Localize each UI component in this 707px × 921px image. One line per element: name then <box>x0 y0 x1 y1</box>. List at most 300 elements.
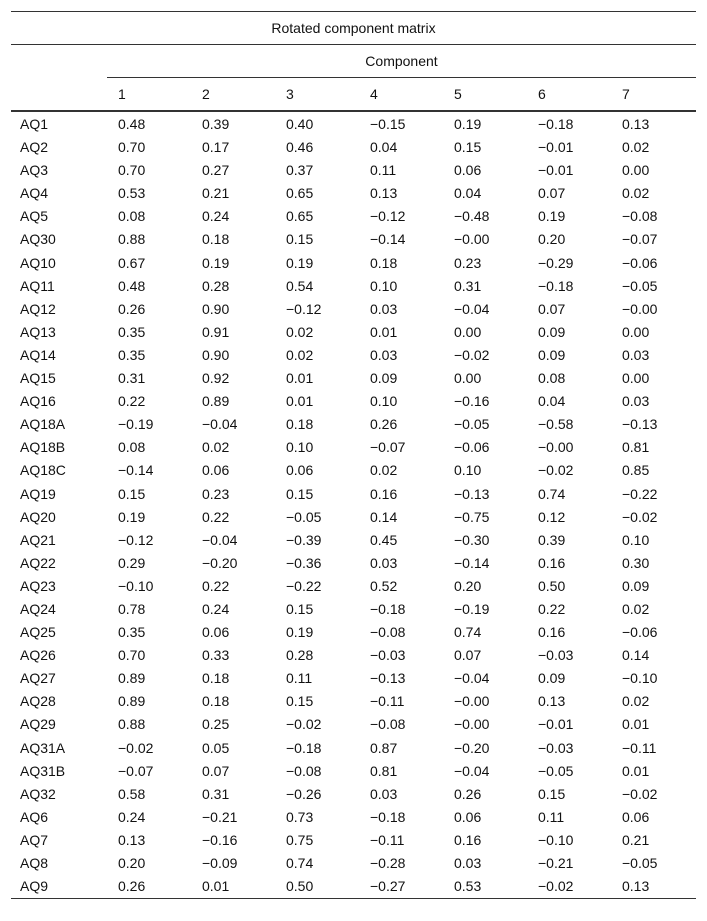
table-cell: 0.01 <box>622 716 650 733</box>
row-label: AQ31A <box>20 739 66 756</box>
row-label: AQ6 <box>20 808 49 825</box>
table-cell: −0.01 <box>538 139 574 156</box>
table-cell: 0.22 <box>202 508 230 525</box>
table-cell: 0.45 <box>370 531 398 548</box>
table-cell: −0.27 <box>370 878 406 895</box>
table-cell: −0.02 <box>118 739 154 756</box>
table-cell: 0.06 <box>202 462 230 479</box>
table-cell: 0.00 <box>622 323 650 340</box>
table-cell: 0.03 <box>622 346 650 363</box>
table-cell: 0.08 <box>118 439 146 456</box>
table-cell: −0.05 <box>622 277 658 294</box>
table-row <box>11 806 696 829</box>
table-cell: 0.78 <box>118 600 146 617</box>
table-cell: 0.52 <box>370 577 398 594</box>
table-cell: −0.01 <box>538 716 574 733</box>
table-cell: 0.30 <box>622 554 650 571</box>
table-cell: 0.37 <box>286 162 314 179</box>
table-cell: −0.08 <box>286 762 322 779</box>
table-cell: 0.22 <box>202 577 230 594</box>
table-cell: 0.03 <box>454 855 482 871</box>
table-cell: −0.18 <box>370 808 406 825</box>
table-row <box>11 598 696 621</box>
table-cell: −0.12 <box>370 208 406 225</box>
table-cell: −0.05 <box>538 762 574 779</box>
table-cell: 0.22 <box>118 393 146 410</box>
table-cell: 0.02 <box>370 462 398 479</box>
row-label: AQ8 <box>20 855 49 871</box>
row-label: AQ3 <box>20 162 49 179</box>
table-cell: 0.67 <box>118 254 146 271</box>
table-cell: −0.75 <box>454 508 490 525</box>
table-cell: 0.04 <box>370 139 398 156</box>
table-cell: 0.21 <box>622 831 650 848</box>
table-cell: −0.13 <box>370 670 406 687</box>
row-label: AQ23 <box>20 577 56 594</box>
table-row <box>11 275 696 298</box>
row-label: AQ24 <box>20 600 56 617</box>
table-cell: 0.16 <box>370 485 398 502</box>
table-cell: 0.02 <box>622 693 650 710</box>
table-cell: 0.70 <box>118 162 146 179</box>
row-label: AQ10 <box>20 254 56 271</box>
table-row <box>11 159 696 182</box>
table-cell: −0.26 <box>286 785 322 802</box>
table-cell: 0.81 <box>370 762 398 779</box>
table-cell: 0.10 <box>622 531 650 548</box>
table-cell: −0.18 <box>286 739 322 756</box>
table-cell: 0.06 <box>202 624 230 641</box>
table-cell: −0.11 <box>370 831 405 848</box>
table-cell: −0.02 <box>622 785 658 802</box>
table-cell: 0.17 <box>202 139 230 156</box>
row-label: AQ13 <box>20 323 56 340</box>
table-cell: 0.11 <box>538 808 565 825</box>
table-cell: 0.10 <box>370 277 398 294</box>
table-cell: 0.06 <box>622 808 650 825</box>
table-cell: −0.22 <box>622 485 658 502</box>
table-cell: 0.25 <box>202 716 230 733</box>
table-cell: −0.02 <box>454 346 490 363</box>
column-header: 4 <box>370 86 378 102</box>
row-label: AQ18B <box>20 439 66 456</box>
table-cell: 0.65 <box>286 185 314 202</box>
table-row <box>11 506 696 529</box>
table-cell: 0.90 <box>202 346 230 363</box>
table-cell: 0.01 <box>286 393 314 410</box>
table-cell: 0.09 <box>538 670 566 687</box>
table-cell: 0.00 <box>622 162 650 179</box>
table-cell: 0.87 <box>370 739 398 756</box>
table-cell: 0.13 <box>538 693 566 710</box>
row-label: AQ19 <box>20 485 56 502</box>
table-cell: 0.20 <box>454 577 482 594</box>
row-label: AQ30 <box>20 231 56 248</box>
table-row <box>11 367 696 390</box>
table-cell: 0.10 <box>286 439 314 456</box>
table-row <box>11 436 696 459</box>
table-cell: −0.10 <box>538 831 574 848</box>
table-cell: −0.02 <box>622 508 658 525</box>
row-label: AQ32 <box>20 785 56 802</box>
table-cell: −0.20 <box>202 554 238 571</box>
column-header: 6 <box>538 86 546 102</box>
table-cell: 0.48 <box>118 277 146 294</box>
row-label: AQ26 <box>20 647 56 664</box>
table-row <box>11 205 696 228</box>
table-cell: 0.31 <box>202 785 230 802</box>
table-cell: 0.89 <box>202 393 230 410</box>
table-cell: 0.29 <box>118 554 146 571</box>
table-cell: 0.16 <box>538 624 566 641</box>
table-row <box>11 298 696 321</box>
table-cell: −0.02 <box>538 462 574 479</box>
table-row <box>11 667 696 690</box>
table-cell: −0.14 <box>370 231 406 248</box>
table-cell: 0.16 <box>538 554 566 571</box>
table-cell: 0.13 <box>118 831 146 848</box>
table-cell: 0.02 <box>622 139 650 156</box>
table-header <box>11 45 696 112</box>
table-cell: 0.28 <box>286 647 314 664</box>
table-cell: 0.02 <box>622 185 650 202</box>
table-cell: 0.02 <box>622 600 650 617</box>
table-cell: 0.74 <box>538 485 566 502</box>
row-label: AQ15 <box>20 370 56 387</box>
table-row <box>11 413 696 436</box>
row-label: AQ31B <box>20 762 66 779</box>
table-cell: 0.07 <box>538 185 566 202</box>
column-header-row <box>11 78 696 110</box>
table-cell: −0.18 <box>538 277 574 294</box>
table-cell: 0.26 <box>118 300 146 317</box>
table-cell: −0.04 <box>454 670 490 687</box>
table-cell: 0.18 <box>202 693 230 710</box>
row-label: AQ12 <box>20 300 56 317</box>
table-cell: 0.15 <box>286 485 314 502</box>
row-label: AQ4 <box>20 185 49 202</box>
table-cell: 0.11 <box>370 162 397 179</box>
table-cell: 0.40 <box>286 116 314 132</box>
table-cell: −0.00 <box>454 716 490 733</box>
table-cell: −0.07 <box>622 231 658 248</box>
table-cell: 0.09 <box>370 370 398 387</box>
table-cell: 0.09 <box>538 323 566 340</box>
table-cell: 0.26 <box>454 785 482 802</box>
table-cell: −0.18 <box>370 600 406 617</box>
table-cell: −0.36 <box>286 554 322 571</box>
table-cell: −0.06 <box>622 624 658 641</box>
table-cell: 0.65 <box>286 208 314 225</box>
table-cell: −0.39 <box>286 531 322 548</box>
table-cell: −0.08 <box>370 624 406 641</box>
table-cell: 0.07 <box>538 300 566 317</box>
table-cell: 0.15 <box>286 693 314 710</box>
table-cell: 0.08 <box>118 208 146 225</box>
table-cell: 0.00 <box>454 323 482 340</box>
table-cell: 0.19 <box>118 508 146 525</box>
table-cell: 0.35 <box>118 323 146 340</box>
table-cell: 0.03 <box>622 393 650 410</box>
table-cell: 0.70 <box>118 647 146 664</box>
table-cell: 0.24 <box>202 208 230 225</box>
table-cell: −0.12 <box>286 300 322 317</box>
table-cell: 0.48 <box>118 116 146 132</box>
row-label: AQ22 <box>20 554 56 571</box>
table-cell: 0.06 <box>286 462 314 479</box>
table-row <box>11 390 696 413</box>
table-title: Rotated component matrix <box>11 11 696 45</box>
table-cell: 0.03 <box>370 785 398 802</box>
table-cell: −0.05 <box>454 416 490 433</box>
table-cell: −0.08 <box>370 716 406 733</box>
table-cell: 0.23 <box>202 485 230 502</box>
table-cell: −0.00 <box>622 300 658 317</box>
table-cell: −0.19 <box>454 600 490 617</box>
table-cell: −0.21 <box>202 808 238 825</box>
row-label: AQ2 <box>20 139 49 156</box>
table-cell: 0.23 <box>454 254 482 271</box>
table-cell: 0.73 <box>286 808 314 825</box>
table-cell: 0.89 <box>118 693 146 710</box>
column-header: 1 <box>118 86 126 102</box>
table-cell: 0.18 <box>370 254 398 271</box>
table-cell: 0.33 <box>202 647 230 664</box>
table-cell: 0.06 <box>454 808 482 825</box>
table-cell: −0.22 <box>286 577 322 594</box>
table-cell: 0.16 <box>454 831 482 848</box>
table-cell: 0.03 <box>370 554 398 571</box>
table-cell: −0.03 <box>370 647 406 664</box>
table-row <box>11 713 696 736</box>
table-cell: −0.30 <box>454 531 490 548</box>
table-cell: 0.18 <box>286 416 314 433</box>
table-cell: −0.16 <box>454 393 490 410</box>
table-cell: 0.19 <box>202 254 230 271</box>
table-cell: −0.06 <box>622 254 658 271</box>
row-label: AQ9 <box>20 878 49 895</box>
table-row <box>11 252 696 275</box>
table-cell: 0.14 <box>370 508 398 525</box>
table-cell: −0.04 <box>454 762 490 779</box>
table-cell: −0.08 <box>622 208 658 225</box>
column-header: 5 <box>454 86 462 102</box>
table-cell: 0.26 <box>370 416 398 433</box>
table-cell: −0.13 <box>622 416 658 433</box>
table-cell: 0.01 <box>286 370 314 387</box>
table-cell: −0.09 <box>202 855 238 871</box>
table-cell: −0.18 <box>538 116 574 132</box>
table-cell: 0.35 <box>118 346 146 363</box>
table-row <box>11 575 696 598</box>
table-cell: −0.58 <box>538 416 574 433</box>
table-cell: 0.18 <box>202 670 230 687</box>
table-cell: −0.15 <box>370 116 406 132</box>
table-cell: −0.02 <box>538 878 574 895</box>
table-cell: −0.05 <box>622 855 658 871</box>
table-row <box>11 737 696 760</box>
row-label: AQ5 <box>20 208 49 225</box>
table-cell: 0.02 <box>286 323 314 340</box>
table-cell: 0.27 <box>202 162 230 179</box>
table-cell: 0.88 <box>118 231 146 248</box>
table-cell: 0.31 <box>118 370 146 387</box>
table-cell: 0.24 <box>202 600 230 617</box>
table-row <box>11 621 696 644</box>
row-label: AQ27 <box>20 670 56 687</box>
row-label: AQ1 <box>20 116 49 132</box>
table-cell: 0.81 <box>622 439 650 456</box>
table-row <box>11 182 696 205</box>
table-cell: 0.53 <box>454 878 482 895</box>
table-cell: −0.02 <box>286 716 322 733</box>
table-cell: −0.13 <box>454 485 490 502</box>
table-cell: 0.19 <box>286 254 314 271</box>
table-cell: 0.13 <box>622 116 650 132</box>
table-cell: −0.12 <box>118 531 154 548</box>
table-cell: 0.20 <box>538 231 566 248</box>
table-row <box>11 228 696 251</box>
table-row <box>11 459 696 482</box>
table-cell: 0.89 <box>118 670 146 687</box>
table-cell: −0.04 <box>202 531 238 548</box>
table-cell: 0.04 <box>454 185 482 202</box>
table-cell: −0.20 <box>454 739 490 756</box>
table-cell: −0.00 <box>538 439 574 456</box>
table-cell: −0.14 <box>454 554 490 571</box>
table-cell: 0.88 <box>118 716 146 733</box>
table-cell: 0.01 <box>622 762 650 779</box>
table-cell: 0.20 <box>118 855 146 871</box>
table-row <box>11 644 696 667</box>
table-cell: −0.04 <box>454 300 490 317</box>
table-row <box>11 829 696 852</box>
table-cell: 0.90 <box>202 300 230 317</box>
table-row <box>11 113 696 136</box>
table-cell: 0.15 <box>454 139 482 156</box>
table-body <box>11 112 696 899</box>
table-cell: 0.24 <box>118 808 146 825</box>
table-cell: 0.13 <box>370 185 398 202</box>
row-label: AQ7 <box>20 831 49 848</box>
table-cell: 0.09 <box>538 346 566 363</box>
table-cell: 0.19 <box>454 116 482 132</box>
table-row <box>11 344 696 367</box>
component-group-header: Component <box>107 45 696 78</box>
column-header: 7 <box>622 86 630 102</box>
table-cell: 0.08 <box>538 370 566 387</box>
row-label: AQ18A <box>20 416 66 433</box>
table-cell: 0.05 <box>202 739 230 756</box>
table-cell: 0.07 <box>202 762 230 779</box>
table-cell: 0.18 <box>202 231 230 248</box>
table-cell: 0.02 <box>202 439 230 456</box>
table-cell: −0.04 <box>202 416 238 433</box>
table-cell: −0.14 <box>118 462 154 479</box>
table-cell: 0.70 <box>118 139 146 156</box>
table-cell: 0.01 <box>202 878 230 895</box>
table-cell: −0.10 <box>622 670 658 687</box>
table-cell: 0.74 <box>454 624 482 641</box>
row-label: AQ16 <box>20 393 56 410</box>
table-cell: 0.21 <box>202 185 230 202</box>
table-cell: 0.00 <box>622 370 650 387</box>
table-row <box>11 529 696 552</box>
row-label: AQ11 <box>20 277 55 294</box>
table-cell: 0.22 <box>538 600 566 617</box>
table-cell: −0.29 <box>538 254 574 271</box>
table-cell: 0.58 <box>118 785 146 802</box>
table-cell: 0.12 <box>538 508 566 525</box>
column-header: 3 <box>286 86 294 102</box>
table-cell: 0.09 <box>622 577 650 594</box>
table-cell: 0.04 <box>538 393 566 410</box>
table-cell: 0.06 <box>454 162 482 179</box>
table-cell: 0.19 <box>286 624 314 641</box>
table-cell: 0.50 <box>286 878 314 895</box>
table-cell: 0.91 <box>202 323 230 340</box>
table-row <box>11 760 696 783</box>
table-cell: −0.11 <box>622 739 657 756</box>
table-cell: 0.15 <box>286 231 314 248</box>
table-cell: −0.10 <box>118 577 154 594</box>
row-label: AQ28 <box>20 693 56 710</box>
table-cell: 0.28 <box>202 277 230 294</box>
table-cell: 0.10 <box>370 393 398 410</box>
table-cell: 0.92 <box>202 370 230 387</box>
table-cell: −0.07 <box>370 439 406 456</box>
table-cell: 0.53 <box>118 185 146 202</box>
table-row <box>11 875 696 898</box>
table-cell: 0.74 <box>286 855 314 871</box>
table-row <box>11 552 696 575</box>
table-cell: 0.85 <box>622 462 650 479</box>
table-cell: 0.31 <box>454 277 482 294</box>
table-cell: −0.00 <box>454 693 490 710</box>
table-cell: 0.50 <box>538 577 566 594</box>
table-cell: −0.03 <box>538 739 574 756</box>
table-cell: 0.26 <box>118 878 146 895</box>
table-cell: 0.02 <box>286 346 314 363</box>
table-cell: 0.75 <box>286 831 314 848</box>
table-cell: 0.10 <box>454 462 482 479</box>
table-cell: 0.14 <box>622 647 650 664</box>
table-row <box>11 136 696 159</box>
table-cell: −0.21 <box>538 855 574 871</box>
table-cell: −0.19 <box>118 416 154 433</box>
table-cell: −0.07 <box>118 762 154 779</box>
row-label: AQ21 <box>20 531 56 548</box>
table-cell: 0.01 <box>370 323 398 340</box>
table-cell: 0.03 <box>370 300 398 317</box>
table-cell: 0.19 <box>538 208 566 225</box>
row-label: AQ20 <box>20 508 56 525</box>
table-row <box>11 852 696 875</box>
table-cell: −0.48 <box>454 208 490 225</box>
table-row <box>11 690 696 713</box>
table-row <box>11 321 696 344</box>
row-label: AQ25 <box>20 624 56 641</box>
table-cell: 0.13 <box>622 878 650 895</box>
table-cell: 0.54 <box>286 277 314 294</box>
table-cell: 0.11 <box>286 670 313 687</box>
table-cell: 0.03 <box>370 346 398 363</box>
row-label: AQ18C <box>20 462 66 479</box>
table-cell: 0.15 <box>118 485 146 502</box>
table-cell: 0.07 <box>454 647 482 664</box>
table-cell: 0.15 <box>286 600 314 617</box>
table-cell: 0.46 <box>286 139 314 156</box>
